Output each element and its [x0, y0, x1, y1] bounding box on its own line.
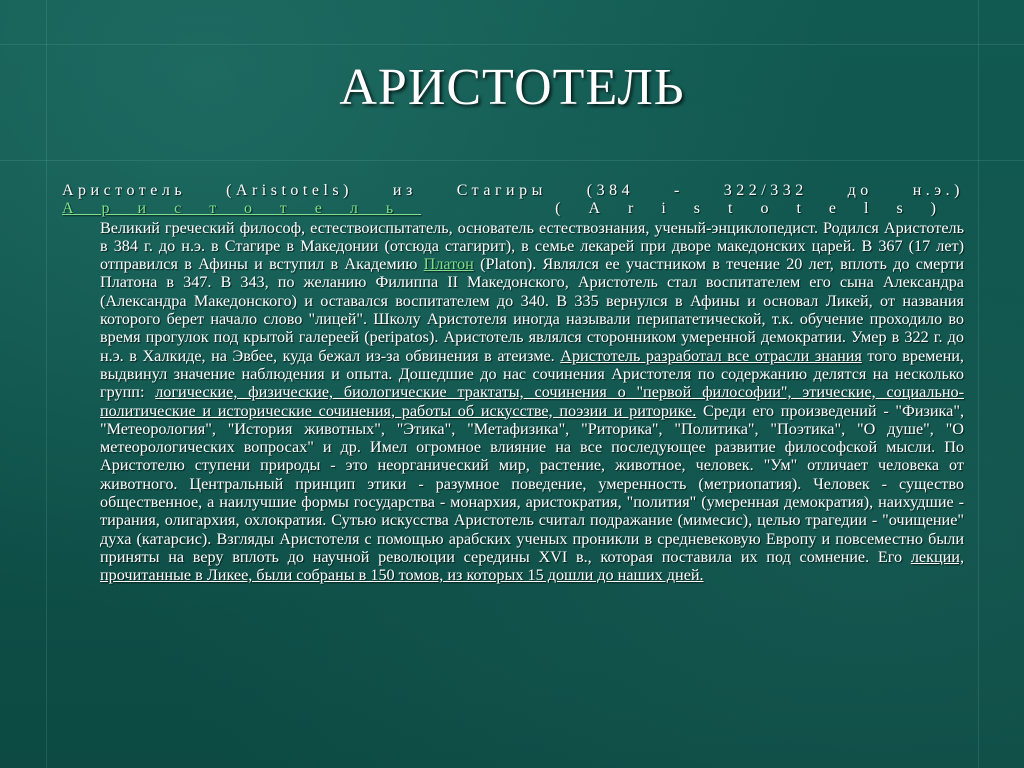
subtitle-line: Аристотель (Aristotels) из Стагиры (384 - 322/332 до н.э.) [62, 182, 964, 199]
slide-content [62, 182, 964, 585]
latin-name: (Aristotels) [421, 200, 964, 218]
bio-text-b: (Platon). Являлся ее участником в течение 20 лет, вплоть до смерти Платона в 347. В 343, по желанию Филиппа II Македонского, Аристотель стал воспитателем его сына Александра (Александра Македонского) и оставался воспитателем до 340. В 335 вернулся в Афины и основал Ликей, от названия которого берет начало слово "лицей". Школу Аристотеля иногда называли перипатетической, т.к. обучение проходило во время прогулок под крытой галереей (peripatos). Аристотель являлся сторонником умеренной демократии. Умер в 322 г. до н.э. в Халкиде, на Эвбее, куда бежал из-за обвинения в атеизме. [100, 255, 964, 365]
underlined-text-works: логические, физические, биологические трактаты, сочинения о "первой философии", этические, социально-политические и исторические сочинения, работы об искусстве, поэзии и риторике. [100, 383, 965, 420]
decorative-line [0, 44, 1024, 45]
bio-text-d: Среди его произведений - "Физика", "Метеорология", "История животных", "Этика", "Метафизика", "Риторика", "Политика", "Поэтика", "О душе", "О метеорологических вопросах" и др. Имел огромное влияние на все последующее развитие философской мысли. По Аристотелю ступени природы - это неорганический мир, растение, животное, человек. "Ум" отличает человека от животного. Центральный принцип этики - разумное поведение, умеренность (метриопатия). Человек - существо общественное, а наилучшие формы государства - монархия, аристократия, "полития" (умеренная демократия), наихудшие - тирания, олигархия, охлократия. Сутью искусства Аристотель считал подражание (мимесис), целью трагедии - "очищение" духа (катарсис). Взгляды Аристотеля с помощью арабских ученых проникли в средневековую Европу и повсеместно были приняты на веру вплоть до научной революции середины XVI в., которая поставила их под сомнение. Его [100, 401, 965, 566]
bio-text-a: Великий греческий философ, естествоиспытатель, основатель естествознания, ученый-энциклопедист. Родился Аристотель в 384 г. до н.э. в Стагире в Македонии (отсюда стагирит), в семье лекарей при дворе македонских царей. В 367 (17 лет) отправился в Афины и вступил в Академию [100, 218, 964, 274]
aristotle-link[interactable]: Аристотель [62, 200, 422, 218]
name-line [62, 200, 964, 218]
decorative-line [0, 160, 1024, 161]
platon-link[interactable]: Платон [423, 255, 474, 274]
bio-text-c: того времени, выдвинул значение наблюдения и опыта. Дошедшие до нас сочинения Аристотеля по содержанию делятся на несколько групп: [100, 346, 964, 402]
underlined-text-knowledge: Аристотель разработал все отрасли знания [560, 346, 862, 365]
underlined-text-lectures: лекции, прочитанные в Ликее, были собраны в 150 томов, из которых 15 дошли до наших дней. [100, 547, 964, 585]
slide-title: АРИСТОТЕЛЬ [339, 59, 685, 116]
biography-paragraph [100, 219, 964, 585]
